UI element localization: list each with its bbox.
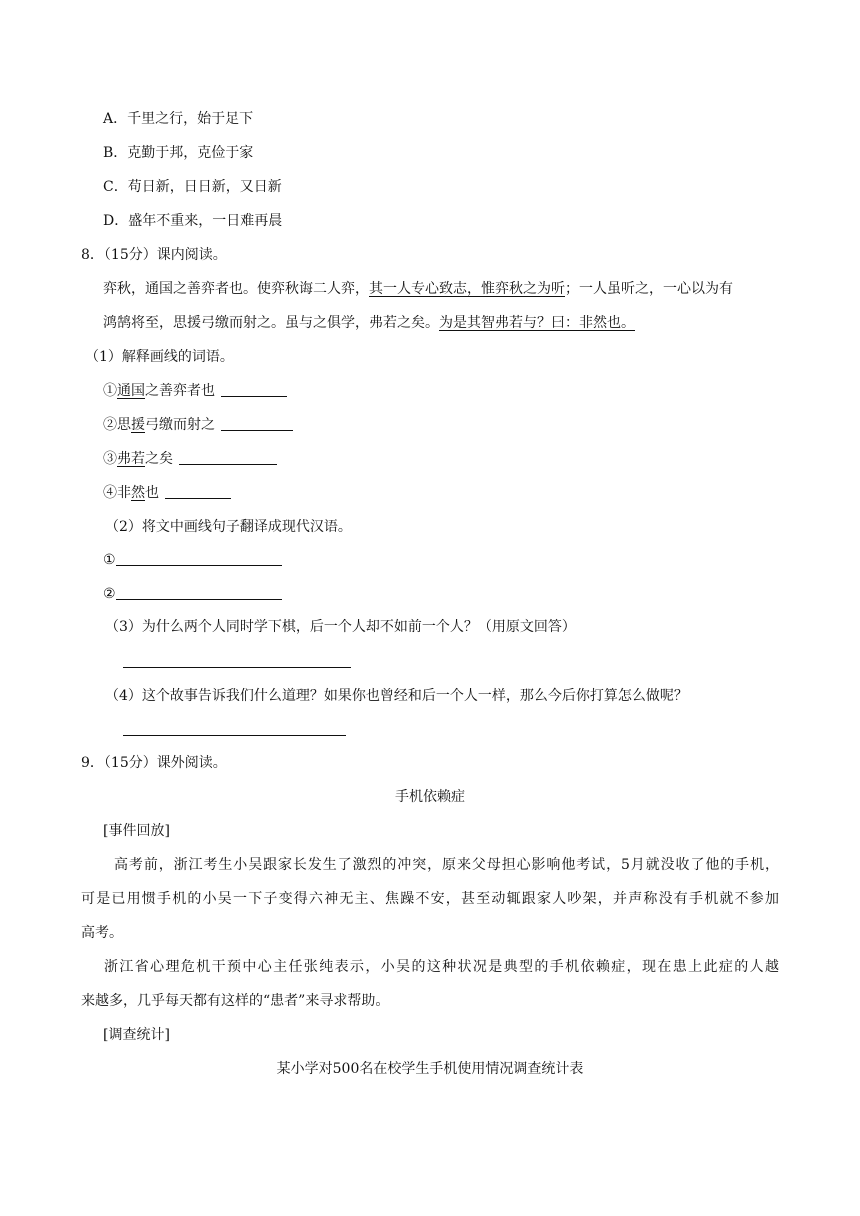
q9-para2-line1: 浙江省心理危机干预中心主任张纯表示，小吴的这种状况是典型的手机依赖症，现在患上此症的人越 xyxy=(104,959,779,975)
underlined-word: 然 xyxy=(131,485,145,501)
item-text: 之矣 xyxy=(145,451,173,467)
q9-para1-line1: 高考前，浙江考生小吴跟家长发生了激烈的冲突，原来父母担心影响他考试，5月就没收了他的手机， xyxy=(114,857,779,873)
q8-sub4-title: （4）这个故事告诉我们什么道理？如果你也曾经和后一个人一样，那么今后你打算怎么做呢？ xyxy=(105,688,688,704)
item-mark: ① xyxy=(103,383,117,399)
option-d: D．盛年不重来，一日难再晨 xyxy=(103,213,283,229)
q8-sub1-item-2 xyxy=(103,415,293,435)
passage-text: 弈秋，通国之善弈者也。使弈秋诲二人弈， xyxy=(103,281,369,297)
item-text: 也 xyxy=(145,485,159,501)
q8-sub1-item-3 xyxy=(103,449,277,469)
item-text: 非 xyxy=(117,485,131,501)
q8-sub2-item-1 xyxy=(103,550,282,570)
q8-sub2-item-2 xyxy=(103,584,282,604)
answer-blank[interactable] xyxy=(116,551,282,566)
option-a: A．千里之行，始于足下 xyxy=(103,111,254,127)
q8-sub3-title: （3）为什么两个人同时学下棋，后一个人却不如前一个人？（用原文回答） xyxy=(105,619,576,635)
q9-para1-line3: 高考。 xyxy=(81,925,123,941)
q8-passage-line2 xyxy=(103,313,635,333)
table-title: 某小学对500名在校学生手机使用情况调查统计表 xyxy=(276,1061,584,1077)
item-text: 思 xyxy=(117,417,131,433)
underlined-word: 通国 xyxy=(117,383,145,399)
passage-underlined-sentence-1: 其一人专心致志，惟弈秋之为听 xyxy=(369,281,565,297)
q9-header: 9．（15分）课外阅读。 xyxy=(81,755,227,771)
underlined-word: 弗若 xyxy=(117,451,145,467)
q8-passage-line1 xyxy=(103,279,733,299)
passage-title: 手机依赖症 xyxy=(395,789,465,805)
q8-sub2-title: （2）将文中画线句子翻译成现代汉语。 xyxy=(105,519,352,535)
item-mark: ② xyxy=(103,417,117,433)
answer-line-sub3[interactable] xyxy=(123,667,351,668)
q8-sub1-title: （1）解释画线的词语。 xyxy=(85,349,234,365)
q8-sub1-item-4 xyxy=(103,483,231,503)
answer-line-sub4[interactable] xyxy=(123,735,346,736)
item-mark: ④ xyxy=(103,485,117,501)
item-mark: ② xyxy=(103,586,116,602)
answer-blank[interactable] xyxy=(221,382,287,397)
option-b: B．克勤于邦，克俭于家 xyxy=(103,145,254,161)
answer-blank[interactable] xyxy=(116,585,282,600)
section-survey-stats: [调查统计] xyxy=(103,1027,170,1043)
q9-para1-line2: 可是已用惯手机的小吴一下子变得六神无主、焦躁不安，甚至动辄跟家人吵架，并声称没有手机就不参加 xyxy=(81,891,779,907)
item-mark: ① xyxy=(103,552,116,568)
item-mark: ③ xyxy=(103,451,117,467)
q8-sub1-item-1 xyxy=(103,381,287,401)
passage-underlined-sentence-2: 为是其智弗若与？曰：非然也。 xyxy=(439,315,635,331)
underlined-word: 援 xyxy=(131,417,145,433)
answer-blank[interactable] xyxy=(221,416,293,431)
item-text: 弓缴而射之 xyxy=(145,417,215,433)
item-text: 之善弈者也 xyxy=(145,383,215,399)
passage-text: 鸿鹄将至，思援弓缴而射之。虽与之俱学，弗若之矣。 xyxy=(103,315,439,331)
section-event-replay: [事件回放] xyxy=(103,823,170,839)
answer-blank[interactable] xyxy=(165,484,231,499)
q9-para2-line2: 来越多，几乎每天都有这样的“患者”来寻求帮助。 xyxy=(81,993,390,1009)
q8-header: 8．（15分）课内阅读。 xyxy=(81,247,227,263)
option-c: C．苟日新，日日新，又日新 xyxy=(103,179,282,195)
passage-text: ；一人虽听之，一心以为有 xyxy=(565,281,733,297)
answer-blank[interactable] xyxy=(179,450,277,465)
